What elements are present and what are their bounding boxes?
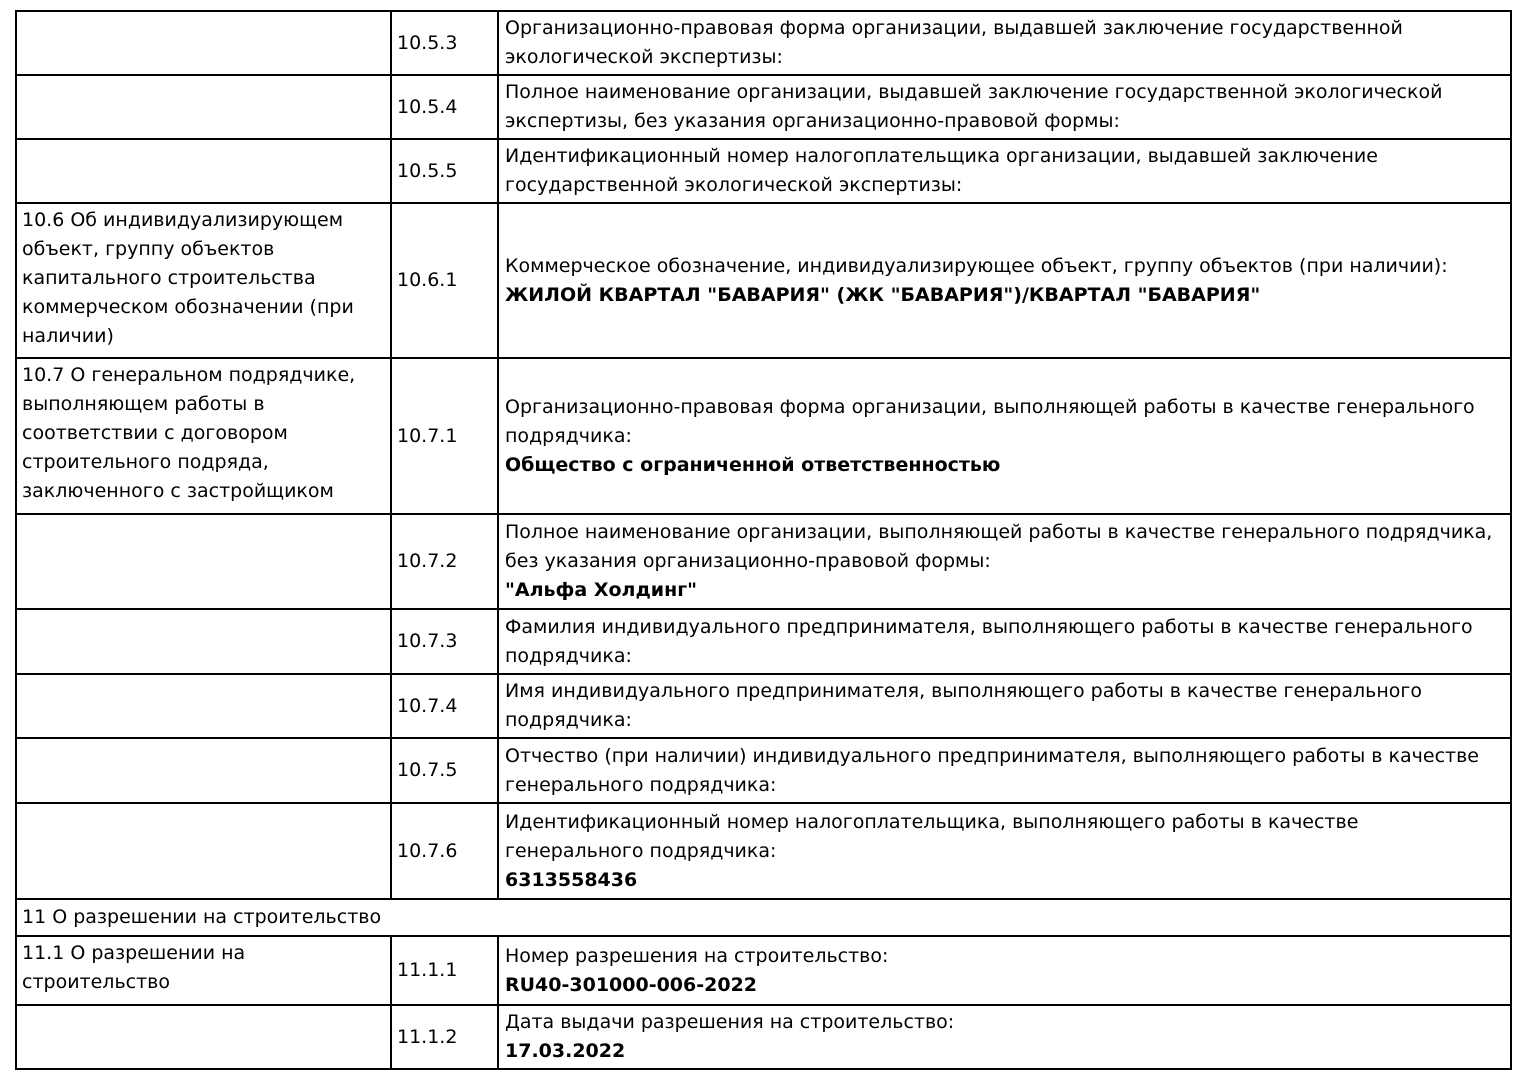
row-10-5-3 <box>16 11 1511 75</box>
row-description-cell <box>498 936 1511 1005</box>
field-label: Имя индивидуального предпринимателя, выполняющего работы в качестве генерального подрядчика: <box>505 680 1422 731</box>
field-value: ЖИЛОЙ КВАРТАЛ "БАВАРИЯ" (ЖК "БАВАРИЯ")/КВАРТАЛ "БАВАРИЯ" <box>505 283 1261 306</box>
row-number-cell: 10.5.5 <box>391 139 498 203</box>
row-10-5-4 <box>16 75 1511 139</box>
row-section-cell <box>16 674 391 738</box>
row-number-cell: 10.7.3 <box>391 609 498 674</box>
row-description-cell <box>498 11 1511 75</box>
row-description-cell <box>498 75 1511 139</box>
row-section-cell <box>16 139 391 203</box>
row-number-cell: 10.5.3 <box>391 11 498 75</box>
field-label: Коммерческое обозначение, индивидуализирующее объект, группу объектов (при наличии): <box>505 254 1448 277</box>
row-section-cell: 10.7 О генеральном подрядчике, выполняющем работы в соответствии с договором строительного подряда, заключенного с застройщиком <box>16 358 391 514</box>
row-description-cell <box>498 738 1511 803</box>
field-value: RU40-301000-006-2022 <box>505 973 758 996</box>
field-value: "Альфа Холдинг" <box>505 579 698 601</box>
field-label: Идентификационный номер налогоплательщика, выполняющего работы в качестве генерального подрядчика: <box>505 810 1359 862</box>
row-section-cell <box>16 75 391 139</box>
row-section-cell <box>16 11 391 75</box>
row-10-7-6 <box>16 803 1511 899</box>
row-section-cell: 11.1 О разрешении на строительство <box>16 936 391 1005</box>
field-label: Организационно-правовая форма организации, выполняющей работы в качестве генерального подрядчика: <box>505 395 1475 447</box>
row-10-7-3 <box>16 609 1511 674</box>
field-label: Номер разрешения на строительство: <box>505 944 889 967</box>
field-label: Идентификационный номер налогоплательщика организации, выдавшей заключение государственной экологической экспертизы: <box>505 145 1378 196</box>
row-section-cell <box>16 803 391 899</box>
row-section-cell <box>16 1005 391 1069</box>
row-10-7-2 <box>16 514 1511 609</box>
row-description-cell <box>498 514 1511 609</box>
row-number-cell: 10.5.4 <box>391 75 498 139</box>
row-10-5-5 <box>16 139 1511 203</box>
row-10-7-5 <box>16 738 1511 803</box>
row-section-cell <box>16 738 391 803</box>
field-label: Полное наименование организации, выдавшей заключение государственной экологической экспертизы, без указания организационно-правовой формы: <box>505 81 1443 132</box>
row-number-cell: 11.1.1 <box>391 936 498 1005</box>
field-label: Отчество (при наличии) индивидуального предпринимателя, выполняющего работы в качестве генерального подрядчика: <box>505 744 1479 796</box>
section-header-cell: 11 О разрешении на строительство <box>16 899 1511 936</box>
row-10-7-4 <box>16 674 1511 738</box>
row-description-cell <box>498 358 1511 514</box>
row-description-cell <box>498 674 1511 738</box>
row-description-cell <box>498 609 1511 674</box>
field-label: Полное наименование организации, выполняющей работы в качестве генерального подрядчика, без указания организационно-правовой формы: <box>505 521 1493 572</box>
row-10-7-1 <box>16 358 1511 514</box>
row-description-cell <box>498 203 1511 358</box>
row-number-cell: 11.1.2 <box>391 1005 498 1069</box>
field-value: 17.03.2022 <box>505 1040 626 1062</box>
row-11-1-2 <box>16 1005 1511 1069</box>
field-label: Дата выдачи разрешения на строительство: <box>505 1011 955 1033</box>
row-10-6-1 <box>16 203 1511 358</box>
row-number-cell: 10.7.4 <box>391 674 498 738</box>
declaration-table <box>15 10 1512 1070</box>
field-label: Организационно-правовая форма организации, выдавшей заключение государственной экологической экспертизы: <box>505 17 1403 68</box>
row-number-cell: 10.7.2 <box>391 514 498 609</box>
section-11-header-row <box>16 899 1511 936</box>
document-page <box>0 10 1528 1090</box>
row-11-1-1 <box>16 936 1511 1005</box>
field-label: Фамилия индивидуального предпринимателя, выполняющего работы в качестве генерального подрядчика: <box>505 615 1473 667</box>
row-section-cell <box>16 514 391 609</box>
row-section-cell <box>16 609 391 674</box>
row-description-cell <box>498 1005 1511 1069</box>
row-section-cell: 10.6 Об индивидуализирующем объект, группу объектов капитального строительства коммерческом обозначении (при наличии) <box>16 203 391 358</box>
row-number-cell: 10.7.1 <box>391 358 498 514</box>
row-number-cell: 10.6.1 <box>391 203 498 358</box>
row-number-cell: 10.7.5 <box>391 738 498 803</box>
field-value: Общество с ограниченной ответственностью <box>505 453 1001 476</box>
row-description-cell <box>498 139 1511 203</box>
row-number-cell: 10.7.6 <box>391 803 498 899</box>
row-description-cell <box>498 803 1511 899</box>
field-value: 6313558436 <box>505 868 638 891</box>
